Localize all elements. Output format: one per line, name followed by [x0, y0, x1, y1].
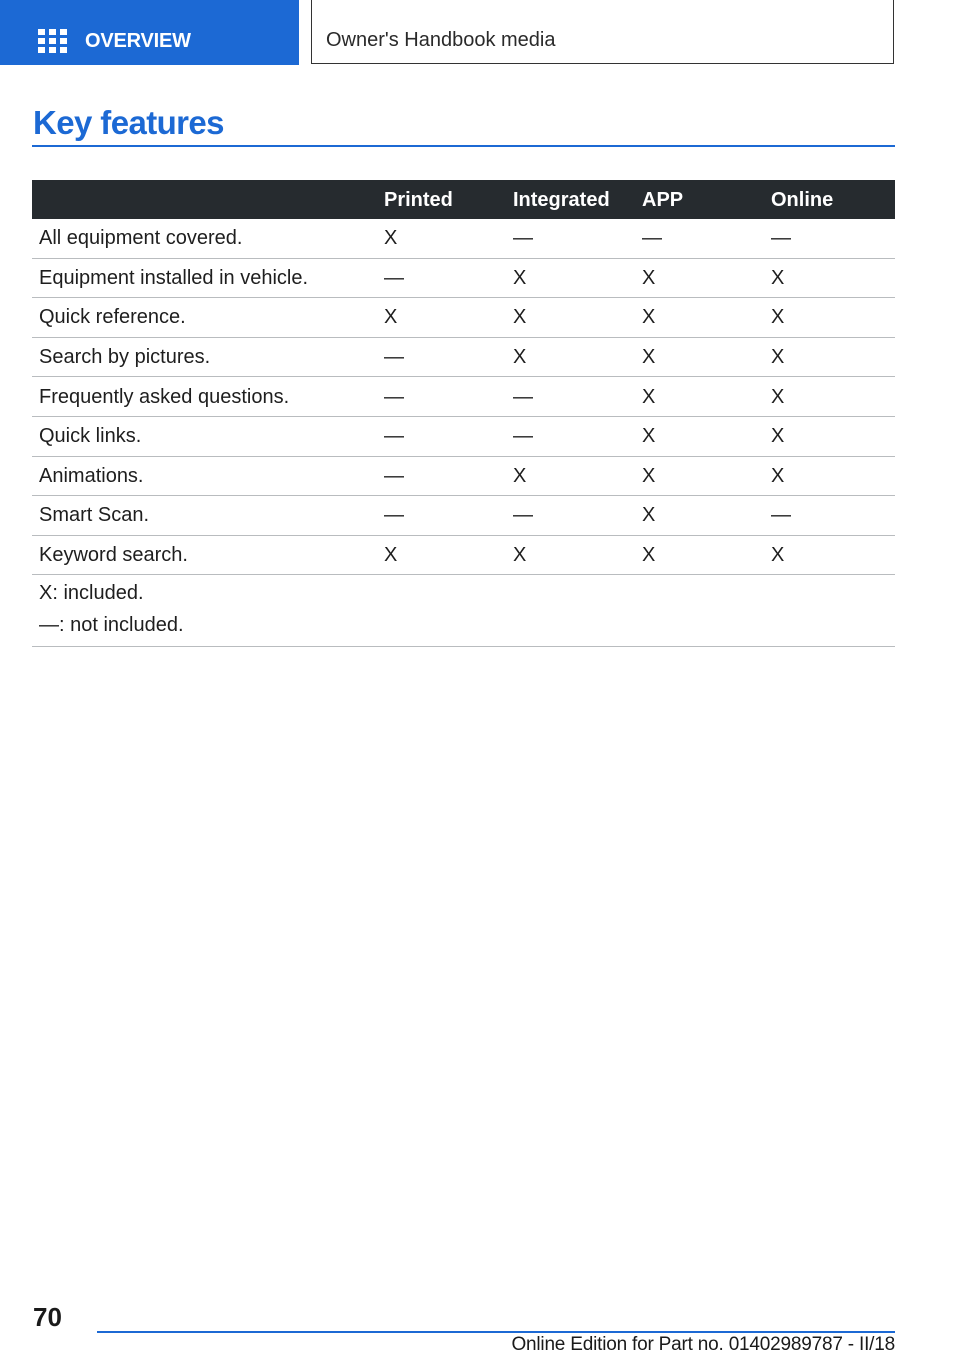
printed-cell: —	[384, 504, 404, 527]
table-row	[32, 536, 895, 576]
column-header-online: Online	[771, 188, 834, 211]
table-row	[32, 259, 895, 299]
app-cell: —	[642, 227, 662, 250]
table-row	[32, 219, 895, 259]
feature-cell: Smart Scan.	[39, 504, 150, 527]
table-row	[32, 338, 895, 378]
online-cell: X	[771, 385, 785, 408]
column-header-printed: Printed	[384, 188, 453, 211]
table-row	[32, 417, 895, 457]
table-row	[32, 377, 895, 417]
online-cell: X	[771, 346, 785, 369]
integrated-cell: X	[513, 346, 527, 369]
feature-cell: Quick reference.	[39, 306, 186, 329]
online-cell: —	[771, 227, 791, 250]
printed-cell: —	[384, 385, 404, 408]
integrated-cell: X	[513, 306, 527, 329]
edition-info: Online Edition for Part no. 01402989787 - II/18	[511, 1334, 895, 1355]
printed-cell: —	[384, 346, 404, 369]
feature-cell: Frequently asked questions.	[39, 385, 290, 408]
integrated-cell: X	[513, 266, 527, 289]
feature-cell: Equipment installed in vehicle.	[39, 266, 309, 289]
table-header	[32, 180, 895, 219]
integrated-cell: —	[513, 425, 533, 448]
printed-cell: —	[384, 464, 404, 487]
table-row	[32, 298, 895, 338]
legend-included: X: included.	[39, 582, 144, 605]
integrated-cell: —	[513, 385, 533, 408]
section-header	[311, 0, 894, 64]
app-cell: X	[642, 464, 656, 487]
table-legend	[32, 575, 895, 647]
online-cell: X	[771, 425, 785, 448]
app-cell: X	[642, 425, 656, 448]
app-cell: X	[642, 504, 656, 527]
title-divider	[32, 145, 895, 147]
app-cell: X	[642, 544, 656, 567]
integrated-cell: —	[513, 227, 533, 250]
grid-icon	[38, 29, 68, 53]
online-cell: X	[771, 464, 785, 487]
online-cell: X	[771, 544, 785, 567]
online-cell: X	[771, 266, 785, 289]
overview-tab[interactable]	[0, 0, 299, 65]
feature-cell: Keyword search.	[39, 544, 188, 567]
column-header-app: APP	[642, 188, 684, 211]
feature-cell: Search by pictures.	[39, 346, 211, 369]
printed-cell: X	[384, 306, 398, 329]
printed-cell: X	[384, 544, 398, 567]
printed-cell: X	[384, 227, 398, 250]
app-cell: X	[642, 306, 656, 329]
printed-cell: —	[384, 425, 404, 448]
footer-divider	[97, 1331, 895, 1333]
table-row	[32, 457, 895, 497]
integrated-cell: X	[513, 544, 527, 567]
app-cell: X	[642, 346, 656, 369]
app-cell: X	[642, 385, 656, 408]
app-cell: X	[642, 266, 656, 289]
online-cell: —	[771, 504, 791, 527]
key-features-table	[32, 180, 895, 647]
section-label: Owner's Handbook media	[326, 29, 556, 51]
online-cell: X	[771, 306, 785, 329]
legend-not-included: —: not included.	[39, 614, 184, 637]
printed-cell: —	[384, 266, 404, 289]
page-number: 70	[33, 1302, 62, 1332]
table-row	[32, 496, 895, 536]
integrated-cell: X	[513, 464, 527, 487]
integrated-cell: —	[513, 504, 533, 527]
feature-cell: Animations.	[39, 464, 144, 487]
feature-cell: All equipment covered.	[39, 227, 243, 250]
page-title: Key features	[33, 104, 224, 141]
feature-cell: Quick links.	[39, 425, 142, 448]
overview-tab-label: OVERVIEW	[85, 30, 191, 52]
column-header-integrated: Integrated	[513, 188, 610, 211]
